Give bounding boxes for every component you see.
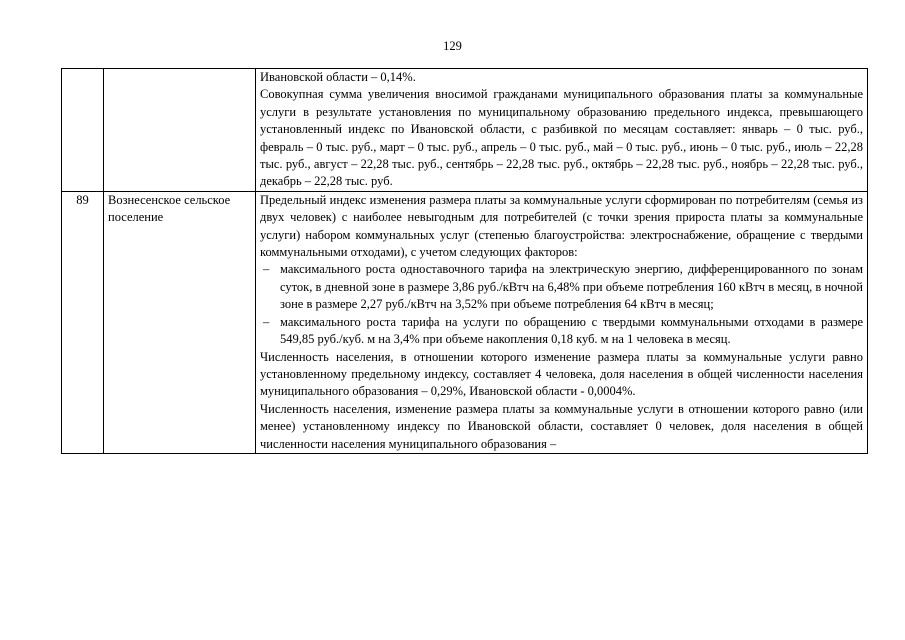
municipality-name-cell (104, 69, 256, 192)
factor-item: – максимального роста тарифа на услуги по обращению с твердыми коммунальными отходами в размере 549,85 руб./куб. м на 3,4% при объеме накопления 0,18 куб. м на 1 человека в месяц. (260, 314, 863, 349)
municipal-index-table (61, 68, 868, 454)
description-cell (256, 191, 868, 453)
municipality-name-cell: Вознесенское сельское поселение (104, 191, 256, 453)
population-paragraph: Численность населения, в отношении которого изменение размера платы за коммунальные услуги равно установленному предельному индексу, составляет 4 человека, доля населения в общей численности населения муниципального образования – 0,29%, Ивановской области - 0,0004%. (260, 349, 863, 399)
page-number: 129 (443, 39, 462, 53)
row-number-cell (62, 69, 104, 192)
population-below-paragraph: Численность населения, изменение размера платы за коммунальные услуги в отношении которого равно (или менее) установленному индексу по Ивановской области, составляет 0 человек, доля населения в общей численности населения муниципального образования – (260, 401, 863, 451)
text-paragraph: Ивановской области – 0,14%. (260, 70, 416, 84)
factor-item: – максимального роста одноставочного тарифа на электрическую энергию, дифференцированного по зонам суток, в дневной зоне в размере 3,86 руб./кВтч на 6,48% при объеме потребления 160 кВтч в месяц, в ночной зоне в размере 2,27 руб./кВтч на 3,52% при объеме потребления 64 кВтч в месяц; (260, 261, 863, 313)
factors-list (260, 261, 863, 348)
description-cell (256, 69, 868, 192)
text-paragraph: Совокупная сумма увеличения вносимой гражданами муниципального образования платы за коммунальные услуги в результате установления по муниципальному образованию предельного индекса, превышающего установленный индекс по Ивановской области, с разбивкой по месяцам составляет: январь – 0 тыс. руб., февраль – 0 тыс. руб., март – 0 тыс. руб., апрель – 0 тыс. руб., май – 0 тыс. руб., июнь – 0 тыс. руб., июль – 22,28 тыс. руб., август – 22,28 тыс. руб., сентябрь – 22,28 тыс. руб., октябрь – 22,28 тыс. руб., ноябрь – 22,28 тыс. руб., декабрь – 22,28 тыс. руб. (260, 87, 863, 189)
table-row (62, 191, 868, 453)
row-number-cell: 89 (62, 191, 104, 453)
intro-paragraph: Предельный индекс изменения размера платы за коммунальные услуги сформирован по потребителям (семья из двух человек) с наиболее невыгодным для потребителей (с точки зрения прироста платы за коммунальные услуги) набором коммунальных услуг (степенью благоустройства: электроснабжение, обращение с твердыми коммунальными отходами), с учетом следующих факторов: (260, 192, 863, 260)
table-row (62, 69, 868, 192)
